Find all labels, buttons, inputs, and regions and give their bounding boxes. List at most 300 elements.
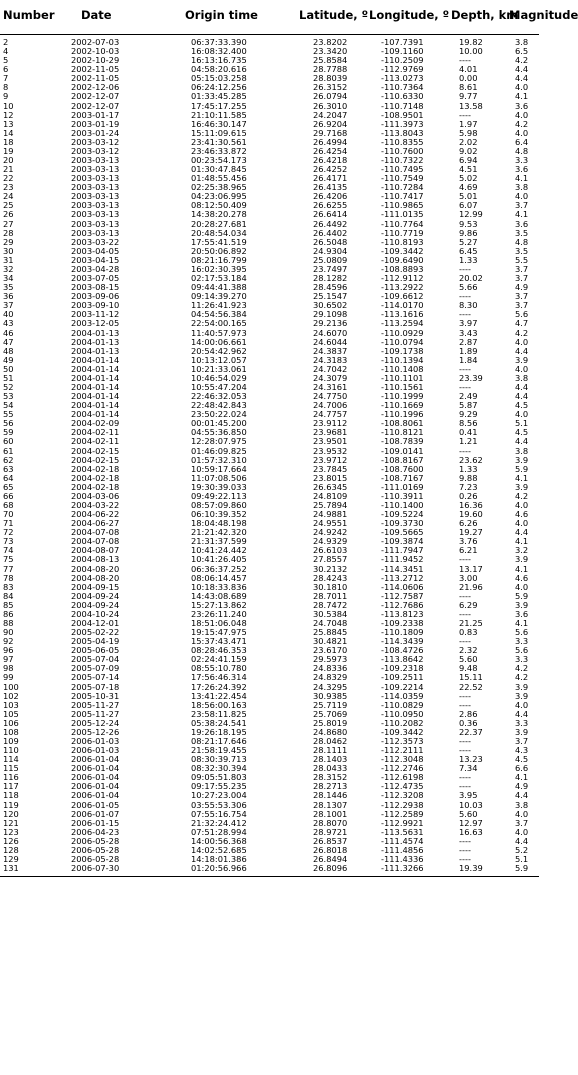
cell-date: 2004-03-22 [71, 499, 120, 510]
cell-magnitude: 4.1 [515, 772, 529, 783]
cell-date: 2006-01-15 [71, 817, 120, 828]
cell-latitude: 29.7168 [313, 127, 348, 138]
cell-number: 34 [3, 273, 14, 284]
cell-number: 63 [3, 463, 14, 474]
cell-date: 2004-01-14 [71, 363, 120, 374]
cell-longitude: -110.7719 [381, 227, 424, 238]
cell-depth: 22.52 [459, 681, 483, 692]
cell-date: 2004-02-15 [71, 445, 120, 456]
cell-latitude: 26.4492 [313, 218, 348, 229]
cell-date: 2003-03-13 [71, 173, 120, 184]
cell-depth: 5.87 [459, 400, 478, 411]
cell-depth: ---- [459, 772, 471, 783]
cell-longitude: -110.0929 [381, 327, 424, 338]
cell-origin-time: 17:55:41.519 [191, 236, 247, 247]
cell-magnitude: 4.9 [515, 282, 529, 293]
cell-longitude: -110.1394 [381, 354, 424, 365]
cell-latitude: 26.4171 [313, 173, 348, 184]
cell-number: 119 [3, 799, 19, 810]
cell-magnitude: 4.2 [515, 490, 529, 501]
header-depth: Depth, km [451, 8, 519, 22]
cell-longitude: -111.3973 [381, 118, 424, 129]
cell-longitude: -110.8193 [381, 236, 424, 247]
cell-number: 129 [3, 854, 19, 865]
cell-depth: ---- [459, 363, 471, 374]
cell-magnitude: 3.7 [515, 263, 529, 274]
cell-longitude: -110.1561 [381, 381, 424, 392]
cell-depth: 6.29 [459, 599, 478, 610]
cell-number: 24 [3, 191, 14, 202]
cell-origin-time: 14:02:52.685 [191, 844, 247, 855]
cell-longitude: -110.7148 [381, 100, 424, 111]
cell-date: 2004-02-15 [71, 454, 120, 465]
cell-origin-time: 06:36:37.252 [191, 563, 247, 574]
cell-number: 19 [3, 145, 14, 156]
cell-origin-time: 10:41:24.442 [191, 545, 247, 556]
cell-magnitude: 4.1 [515, 563, 529, 574]
cell-magnitude: 4.1 [515, 618, 529, 628]
cell-latitude: 28.1403 [313, 754, 348, 765]
cell-magnitude: 5.6 [515, 645, 529, 656]
cell-date: 2005-12-26 [71, 726, 120, 737]
cell-date: 2004-08-20 [71, 563, 120, 574]
cell-origin-time: 06:24:12.256 [191, 82, 247, 93]
cell-longitude: -113.5631 [381, 826, 424, 837]
cell-latitude: 26.4254 [313, 145, 348, 156]
cell-depth: 5.98 [459, 127, 478, 138]
cell-longitude: -108.8893 [381, 263, 424, 274]
cell-origin-time: 17:26:24.392 [191, 681, 247, 692]
cell-latitude: 26.8494 [313, 854, 348, 865]
cell-origin-time: 08:55:10.780 [191, 663, 247, 674]
cell-latitude: 24.2047 [313, 109, 348, 120]
cell-date: 2002-11-05 [71, 73, 120, 84]
cell-date: 2006-01-07 [71, 808, 120, 819]
cell-date: 2006-07-30 [71, 863, 120, 874]
cell-magnitude: 4.4 [515, 64, 529, 75]
cell-depth: 5.27 [459, 236, 478, 247]
cell-number: 52 [3, 381, 14, 392]
cell-number: 123 [3, 826, 19, 837]
cell-number: 108 [3, 726, 19, 737]
cell-latitude: 24.6044 [313, 336, 348, 347]
cell-depth: ---- [459, 690, 471, 701]
cell-origin-time: 20:48:54.034 [191, 227, 247, 238]
cell-latitude: 25.7894 [313, 499, 348, 510]
cell-depth: ---- [459, 445, 471, 456]
cell-number: 31 [3, 254, 14, 265]
cell-origin-time: 08:28:46.353 [191, 645, 247, 656]
cell-magnitude: 4.4 [515, 790, 529, 801]
cell-number: 103 [3, 699, 19, 710]
cell-number: 118 [3, 790, 19, 801]
cell-magnitude: 3.9 [515, 690, 529, 701]
cell-date: 2003-08-15 [71, 282, 120, 293]
cell-longitude: -112.7686 [381, 599, 424, 610]
cell-date: 2003-07-05 [71, 273, 120, 284]
cell-depth: 16.63 [459, 826, 483, 837]
cell-date: 2004-07-08 [71, 536, 120, 547]
cell-number: 64 [3, 472, 14, 483]
cell-longitude: -109.5665 [381, 527, 424, 538]
cell-latitude: 24.7042 [313, 363, 348, 374]
header-date: Date [81, 8, 112, 22]
cell-longitude: -111.4336 [381, 854, 424, 865]
cell-longitude: -109.2214 [381, 681, 424, 692]
cell-longitude: -110.1809 [381, 627, 424, 638]
cell-latitude: 28.8039 [313, 73, 348, 84]
cell-depth: 10.03 [459, 799, 483, 810]
cell-number: 7 [3, 73, 9, 84]
cell-longitude: -112.9769 [381, 64, 424, 75]
cell-depth: 2.32 [459, 645, 478, 656]
cell-date: 2003-11-12 [71, 309, 120, 320]
cell-magnitude: 4.1 [515, 472, 529, 483]
cell-origin-time: 10:13:12.057 [191, 354, 247, 365]
cell-date: 2006-01-03 [71, 736, 120, 747]
cell-depth: 1.33 [459, 463, 478, 474]
cell-origin-time: 14:00:56.368 [191, 835, 247, 846]
cell-origin-time: 08:57:09.860 [191, 499, 247, 510]
cell-number: 106 [3, 717, 19, 728]
cell-depth: 22.37 [459, 726, 483, 737]
cell-date: 2003-03-22 [71, 236, 120, 247]
cell-latitude: 28.2713 [313, 781, 348, 792]
cell-magnitude: 4.2 [515, 663, 529, 674]
cell-magnitude: 3.7 [515, 273, 529, 284]
cell-number: 100 [3, 681, 19, 692]
cell-number: 27 [3, 218, 14, 229]
cell-number: 32 [3, 263, 14, 274]
cell-longitude: -111.4574 [381, 835, 424, 846]
cell-longitude: -110.8355 [381, 136, 424, 147]
cell-longitude: -109.0141 [381, 445, 424, 456]
cell-longitude: -109.2511 [381, 672, 424, 683]
cell-depth: 8.56 [459, 418, 478, 429]
cell-date: 2004-01-13 [71, 336, 120, 347]
cell-number: 99 [3, 672, 14, 683]
cell-latitude: 25.8019 [313, 717, 348, 728]
cell-depth: 8.30 [459, 300, 478, 311]
cell-depth: 5.60 [459, 808, 478, 819]
cell-origin-time: 07:51:28.994 [191, 826, 247, 837]
cell-latitude: 24.3079 [313, 372, 348, 383]
cell-origin-time: 15:27:13.862 [191, 599, 247, 610]
cell-longitude: -110.0794 [381, 336, 424, 347]
cell-number: 21 [3, 164, 14, 175]
cell-number: 35 [3, 282, 14, 293]
cell-date: 2006-01-04 [71, 781, 120, 792]
cell-magnitude: 3.3 [515, 654, 529, 665]
cell-longitude: -110.1669 [381, 400, 424, 411]
cell-number: 37 [3, 300, 14, 311]
header-row [0, 0, 539, 35]
cell-magnitude: 3.9 [515, 481, 529, 492]
cell-origin-time: 21:58:19.455 [191, 745, 247, 756]
cell-longitude: -113.8043 [381, 127, 424, 138]
cell-date: 2002-12-06 [71, 82, 120, 93]
cell-date: 2004-09-24 [71, 599, 120, 610]
cell-origin-time: 00:23:54.173 [191, 155, 247, 166]
cell-number: 29 [3, 236, 14, 247]
cell-number: 86 [3, 608, 14, 619]
cell-latitude: 29.2136 [313, 318, 348, 329]
cell-origin-time: 01:46:09.825 [191, 445, 247, 456]
cell-date: 2002-12-07 [71, 100, 120, 111]
cell-date: 2004-08-07 [71, 545, 120, 556]
cell-latitude: 28.4243 [313, 572, 348, 583]
cell-depth: 19.60 [459, 509, 483, 520]
cell-longitude: -112.4735 [381, 781, 424, 792]
cell-number: 75 [3, 554, 14, 565]
cell-magnitude: 6.5 [515, 46, 529, 57]
cell-depth: 3.95 [459, 790, 478, 801]
cell-latitude: 23.9681 [313, 427, 348, 438]
cell-origin-time: 22:46:32.053 [191, 391, 247, 402]
cell-number: 25 [3, 200, 14, 211]
cell-latitude: 23.6170 [313, 645, 348, 656]
cell-origin-time: 00:01:45.200 [191, 418, 247, 429]
cell-origin-time: 08:06:14.457 [191, 572, 247, 583]
cell-magnitude: 3.3 [515, 717, 529, 728]
cell-magnitude: 5.9 [515, 590, 529, 601]
cell-latitude: 26.4206 [313, 191, 348, 202]
cell-longitude: -114.3451 [381, 563, 424, 574]
cell-depth: ---- [459, 554, 471, 565]
cell-date: 2003-03-13 [71, 209, 120, 220]
cell-magnitude: 4.4 [515, 708, 529, 719]
cell-date: 2004-01-14 [71, 400, 120, 411]
cell-origin-time: 16:13:16.735 [191, 55, 247, 66]
cell-origin-time: 16:46:30.147 [191, 118, 247, 129]
cell-depth: 3.00 [459, 572, 478, 583]
cell-magnitude: 5.6 [515, 309, 529, 320]
cell-latitude: 25.8845 [313, 627, 348, 638]
cell-latitude: 23.8015 [313, 472, 348, 483]
cell-longitude: -110.7322 [381, 155, 424, 166]
cell-latitude: 28.3152 [313, 772, 348, 783]
cell-longitude: -109.1738 [381, 345, 424, 356]
cell-origin-time: 21:10:11.585 [191, 109, 247, 120]
cell-number: 50 [3, 363, 14, 374]
cell-number: 117 [3, 781, 19, 792]
cell-number: 5 [3, 55, 9, 66]
header-latitude: Latitude, º [299, 8, 369, 22]
cell-longitude: -109.3442 [381, 726, 424, 737]
cell-depth: 1.89 [459, 345, 478, 356]
cell-number: 54 [3, 400, 14, 411]
cell-depth: 2.86 [459, 708, 478, 719]
cell-origin-time: 18:56:00.163 [191, 699, 247, 710]
cell-latitude: 28.0462 [313, 736, 348, 747]
cell-origin-time: 09:44:41.388 [191, 282, 247, 293]
cell-number: 62 [3, 454, 14, 465]
cell-magnitude: 4.0 [515, 581, 529, 592]
cell-number: 49 [3, 354, 14, 365]
cell-origin-time: 01:30:47.845 [191, 164, 247, 175]
cell-longitude: -113.0273 [381, 73, 424, 84]
cell-latitude: 26.4994 [313, 136, 348, 147]
cell-depth: ---- [459, 781, 471, 792]
cell-latitude: 30.6502 [313, 300, 348, 311]
cell-magnitude: 6.4 [515, 136, 529, 147]
cell-number: 65 [3, 481, 14, 492]
cell-date: 2003-03-13 [71, 182, 120, 193]
cell-magnitude: 4.0 [515, 127, 529, 138]
cell-magnitude: 4.0 [515, 808, 529, 819]
cell-magnitude: 4.8 [515, 236, 529, 247]
cell-depth: 3.76 [459, 536, 478, 547]
cell-magnitude: 4.0 [515, 336, 529, 347]
cell-number: 23 [3, 182, 14, 193]
cell-date: 2005-10-31 [71, 690, 120, 701]
cell-latitude: 24.8336 [313, 663, 348, 674]
cell-date: 2002-07-03 [71, 37, 120, 47]
cell-date: 2004-02-18 [71, 472, 120, 483]
cell-longitude: -113.2712 [381, 572, 424, 583]
cell-number: 60 [3, 436, 14, 447]
cell-origin-time: 08:21:17.646 [191, 736, 247, 747]
cell-number: 22 [3, 173, 14, 184]
cell-date: 2003-03-13 [71, 200, 120, 211]
cell-depth: 5.01 [459, 191, 478, 202]
cell-origin-time: 09:05:51.803 [191, 772, 247, 783]
header-longitude: Longitude, º [369, 8, 450, 22]
cell-date: 2006-01-04 [71, 754, 120, 765]
cell-depth: 6.94 [459, 155, 478, 166]
cell-latitude: 25.7119 [313, 699, 348, 710]
cell-origin-time: 21:31:37.599 [191, 536, 247, 547]
cell-magnitude: 3.2 [515, 545, 529, 556]
cell-depth: ---- [459, 381, 471, 392]
cell-latitude: 24.9304 [313, 245, 348, 256]
cell-origin-time: 05:15:03.258 [191, 73, 247, 84]
cell-magnitude: 4.0 [515, 499, 529, 510]
cell-depth: ---- [459, 745, 471, 756]
cell-magnitude: 4.2 [515, 672, 529, 683]
cell-longitude: -110.7364 [381, 82, 424, 93]
cell-origin-time: 19:26:18.195 [191, 726, 247, 737]
cell-latitude: 24.7006 [313, 400, 348, 411]
cell-number: 70 [3, 509, 14, 520]
cell-date: 2003-04-05 [71, 245, 120, 256]
cell-longitude: -113.2922 [381, 282, 424, 293]
cell-longitude: -110.0950 [381, 708, 424, 719]
cell-magnitude: 4.0 [515, 699, 529, 710]
cell-magnitude: 3.8 [515, 37, 529, 47]
cell-number: 12 [3, 109, 14, 120]
cell-latitude: 23.3420 [313, 46, 348, 57]
cell-origin-time: 08:21:16.799 [191, 254, 247, 265]
cell-number: 43 [3, 318, 14, 329]
cell-depth: 9.77 [459, 91, 478, 102]
cell-depth: 8.61 [459, 82, 478, 93]
cell-longitude: -111.9452 [381, 554, 424, 565]
cell-latitude: 26.8096 [313, 863, 348, 874]
cell-longitude: -109.2338 [381, 618, 424, 628]
cell-date: 2005-11-27 [71, 708, 120, 719]
cell-latitude: 26.4135 [313, 182, 348, 193]
cell-longitude: -110.7417 [381, 191, 424, 202]
cell-number: 36 [3, 291, 14, 302]
cell-date: 2003-01-24 [71, 127, 120, 138]
cell-date: 2004-06-27 [71, 518, 120, 529]
cell-longitude: -114.0170 [381, 300, 424, 311]
cell-number: 55 [3, 409, 14, 420]
cell-magnitude: 3.9 [515, 599, 529, 610]
cell-date: 2004-06-22 [71, 509, 120, 520]
cell-depth: 21.25 [459, 618, 483, 628]
cell-longitude: -110.7495 [381, 164, 424, 175]
cell-number: 9 [3, 91, 9, 102]
cell-magnitude: 4.1 [515, 536, 529, 547]
cell-magnitude: 3.9 [515, 726, 529, 737]
cell-origin-time: 14:18:01.386 [191, 854, 247, 865]
cell-longitude: -110.7764 [381, 218, 424, 229]
cell-depth: 6.07 [459, 200, 478, 211]
cell-number: 2 [3, 37, 9, 47]
cell-latitude: 24.9329 [313, 536, 348, 547]
cell-latitude: 26.4252 [313, 164, 348, 175]
cell-number: 13 [3, 118, 14, 129]
cell-number: 121 [3, 817, 19, 828]
cell-latitude: 23.8202 [313, 37, 348, 47]
cell-depth: 1.97 [459, 118, 478, 129]
cell-date: 2004-01-14 [71, 381, 120, 392]
cell-magnitude: 3.7 [515, 291, 529, 302]
cell-latitude: 26.8018 [313, 844, 348, 855]
cell-magnitude: 4.1 [515, 173, 529, 184]
cell-origin-time: 20:28:27.681 [191, 218, 247, 229]
cell-longitude: -110.8121 [381, 427, 424, 438]
cell-number: 115 [3, 763, 19, 774]
cell-latitude: 28.8070 [313, 817, 348, 828]
cell-date: 2003-03-12 [71, 136, 120, 147]
cell-longitude: -112.3208 [381, 790, 424, 801]
cell-magnitude: 4.4 [515, 345, 529, 356]
cell-depth: 9.48 [459, 663, 478, 674]
cell-number: 105 [3, 708, 19, 719]
cell-number: 40 [3, 309, 14, 320]
cell-depth: ---- [459, 55, 471, 66]
cell-date: 2002-12-07 [71, 91, 120, 102]
cell-longitude: -113.1616 [381, 309, 424, 320]
cell-origin-time: 06:10:39.352 [191, 509, 247, 520]
cell-origin-time: 20:54:42.962 [191, 345, 247, 356]
cell-date: 2004-08-20 [71, 572, 120, 583]
cell-latitude: 26.4402 [313, 227, 348, 238]
cell-date: 2004-09-15 [71, 581, 120, 592]
cell-magnitude: 3.7 [515, 300, 529, 311]
cell-latitude: 24.9551 [313, 518, 348, 529]
cell-longitude: -107.7391 [381, 37, 424, 47]
cell-latitude: 26.6103 [313, 545, 348, 556]
cell-latitude: 30.9385 [313, 690, 348, 701]
cell-longitude: -108.7839 [381, 436, 424, 447]
cell-origin-time: 12:28:07.975 [191, 436, 247, 447]
cell-origin-time: 01:48:55.456 [191, 173, 247, 184]
cell-depth: 12.99 [459, 209, 483, 220]
cell-depth: 4.69 [459, 182, 478, 193]
cell-latitude: 30.1810 [313, 581, 348, 592]
cell-longitude: -108.4726 [381, 645, 424, 656]
cell-depth: 2.02 [459, 136, 478, 147]
cell-date: 2006-01-04 [71, 763, 120, 774]
cell-magnitude: 5.6 [515, 627, 529, 638]
cell-depth: 0.36 [459, 717, 478, 728]
cell-depth: 5.66 [459, 282, 478, 293]
cell-longitude: -110.9865 [381, 200, 424, 211]
